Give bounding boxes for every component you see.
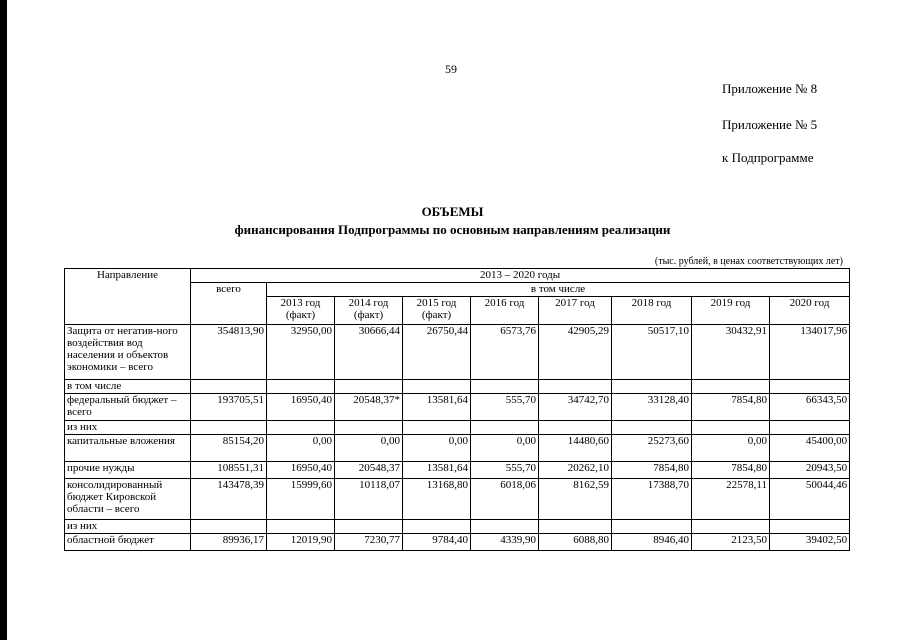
value-cell: 134017,96 bbox=[770, 325, 850, 380]
value-cell: 20548,37 bbox=[335, 462, 403, 479]
document-title: ОБЪЕМЫ bbox=[421, 204, 484, 219]
empty-cell bbox=[692, 380, 770, 394]
table-row bbox=[65, 435, 850, 462]
empty-cell bbox=[612, 520, 692, 534]
empty-cell bbox=[770, 520, 850, 534]
value-cell: 85154,20 bbox=[191, 435, 267, 462]
value-cell: 0,00 bbox=[403, 435, 471, 462]
empty-cell bbox=[612, 421, 692, 435]
value-cell: 0,00 bbox=[335, 435, 403, 462]
value-cell: 8946,40 bbox=[612, 534, 692, 551]
empty-cell bbox=[471, 421, 539, 435]
value-cell: 26750,44 bbox=[403, 325, 471, 380]
value-cell: 16950,40 bbox=[267, 394, 335, 421]
value-cell: 7854,80 bbox=[692, 394, 770, 421]
table-row bbox=[65, 520, 850, 534]
empty-cell bbox=[403, 520, 471, 534]
value-cell: 13168,80 bbox=[403, 479, 471, 520]
empty-cell bbox=[191, 380, 267, 394]
value-cell: 50044,46 bbox=[770, 479, 850, 520]
value-cell: 13581,64 bbox=[403, 462, 471, 479]
row-label: в том числе bbox=[65, 380, 191, 394]
value-cell: 33128,40 bbox=[612, 394, 692, 421]
value-cell: 30666,44 bbox=[335, 325, 403, 380]
value-cell: 20943,50 bbox=[770, 462, 850, 479]
value-cell: 6573,76 bbox=[471, 325, 539, 380]
row-label: консолидированный бюджет Кировской области – всего bbox=[65, 479, 191, 520]
table-row bbox=[65, 534, 850, 551]
value-cell: 555,70 bbox=[471, 394, 539, 421]
value-cell: 12019,90 bbox=[267, 534, 335, 551]
value-cell: 16950,40 bbox=[267, 462, 335, 479]
empty-cell bbox=[539, 421, 612, 435]
empty-cell bbox=[267, 520, 335, 534]
value-cell: 45400,00 bbox=[770, 435, 850, 462]
value-cell: 66343,50 bbox=[770, 394, 850, 421]
value-cell: 0,00 bbox=[267, 435, 335, 462]
table-row bbox=[65, 380, 850, 394]
header-year: 2017 год bbox=[539, 297, 612, 325]
value-cell: 8162,59 bbox=[539, 479, 612, 520]
row-label: областной бюджет bbox=[65, 534, 191, 551]
empty-cell bbox=[770, 380, 850, 394]
empty-cell bbox=[471, 520, 539, 534]
funding-table bbox=[64, 268, 850, 551]
value-cell: 0,00 bbox=[471, 435, 539, 462]
header-year: 2019 год bbox=[692, 297, 770, 325]
appendix-label-8: Приложение № 8 bbox=[722, 81, 818, 96]
empty-cell bbox=[692, 421, 770, 435]
row-label: федеральный бюджет – всего bbox=[65, 394, 191, 421]
value-cell: 193705,51 bbox=[191, 394, 267, 421]
header-year: 2013 год (факт) bbox=[267, 297, 335, 325]
header-year: 2018 год bbox=[612, 297, 692, 325]
value-cell: 42905,29 bbox=[539, 325, 612, 380]
value-cell: 15999,60 bbox=[267, 479, 335, 520]
value-cell: 555,70 bbox=[471, 462, 539, 479]
value-cell: 34742,70 bbox=[539, 394, 612, 421]
value-cell: 89936,17 bbox=[191, 534, 267, 551]
scan-edge bbox=[0, 0, 7, 640]
row-label: Защита от негатив-ного воздействия вод населения и объектов экономики – всего bbox=[65, 325, 191, 380]
value-cell: 9784,40 bbox=[403, 534, 471, 551]
value-cell: 10118,07 bbox=[335, 479, 403, 520]
empty-cell bbox=[267, 421, 335, 435]
header-total: всего bbox=[191, 283, 267, 325]
header-direction: Направление bbox=[65, 269, 191, 325]
row-label: из них bbox=[65, 421, 191, 435]
row-label: капитальные вложения bbox=[65, 435, 191, 462]
empty-cell bbox=[403, 380, 471, 394]
document-subtitle: финансирования Подпрограммы по основным направлениям реализации bbox=[234, 222, 671, 237]
value-cell: 22578,11 bbox=[692, 479, 770, 520]
value-cell: 108551,31 bbox=[191, 462, 267, 479]
empty-cell bbox=[191, 520, 267, 534]
row-label: прочие нужды bbox=[65, 462, 191, 479]
value-cell: 6088,80 bbox=[539, 534, 612, 551]
table-row bbox=[65, 325, 850, 380]
table-row bbox=[65, 394, 850, 421]
header-year: 2016 год bbox=[471, 297, 539, 325]
header-year: 2020 год bbox=[770, 297, 850, 325]
header-including: в том числе bbox=[267, 283, 850, 297]
page-number: 59 bbox=[445, 62, 457, 76]
value-cell: 13581,64 bbox=[403, 394, 471, 421]
value-cell: 25273,60 bbox=[612, 435, 692, 462]
value-cell: 50517,10 bbox=[612, 325, 692, 380]
empty-cell bbox=[539, 380, 612, 394]
table-row bbox=[65, 462, 850, 479]
value-cell: 0,00 bbox=[692, 435, 770, 462]
empty-cell bbox=[335, 380, 403, 394]
table-row bbox=[65, 421, 850, 435]
value-cell: 17388,70 bbox=[612, 479, 692, 520]
table-row bbox=[65, 479, 850, 520]
header-year: 2015 год (факт) bbox=[403, 297, 471, 325]
empty-cell bbox=[335, 421, 403, 435]
empty-cell bbox=[403, 421, 471, 435]
value-cell: 39402,50 bbox=[770, 534, 850, 551]
value-cell: 14480,60 bbox=[539, 435, 612, 462]
empty-cell bbox=[692, 520, 770, 534]
empty-cell bbox=[612, 380, 692, 394]
value-cell: 143478,39 bbox=[191, 479, 267, 520]
value-cell: 354813,90 bbox=[191, 325, 267, 380]
empty-cell bbox=[267, 380, 335, 394]
header-period: 2013 – 2020 годы bbox=[191, 269, 850, 283]
subprogram-ref: к Подпрограмме bbox=[722, 150, 814, 165]
header-year: 2014 год (факт) bbox=[335, 297, 403, 325]
value-cell: 30432,91 bbox=[692, 325, 770, 380]
empty-cell bbox=[335, 520, 403, 534]
value-cell: 4339,90 bbox=[471, 534, 539, 551]
value-cell: 7230,77 bbox=[335, 534, 403, 551]
empty-cell bbox=[539, 520, 612, 534]
value-cell: 6018,06 bbox=[471, 479, 539, 520]
empty-cell bbox=[770, 421, 850, 435]
value-cell: 20262,10 bbox=[539, 462, 612, 479]
appendix-label-5: Приложение № 5 bbox=[722, 117, 818, 132]
empty-cell bbox=[191, 421, 267, 435]
units-note: (тыс. рублей, в ценах соответствующих лет) bbox=[654, 256, 843, 267]
value-cell: 32950,00 bbox=[267, 325, 335, 380]
value-cell: 7854,80 bbox=[612, 462, 692, 479]
row-label: из них bbox=[65, 520, 191, 534]
value-cell: 2123,50 bbox=[692, 534, 770, 551]
empty-cell bbox=[471, 380, 539, 394]
value-cell: 20548,37* bbox=[335, 394, 403, 421]
value-cell: 7854,80 bbox=[692, 462, 770, 479]
